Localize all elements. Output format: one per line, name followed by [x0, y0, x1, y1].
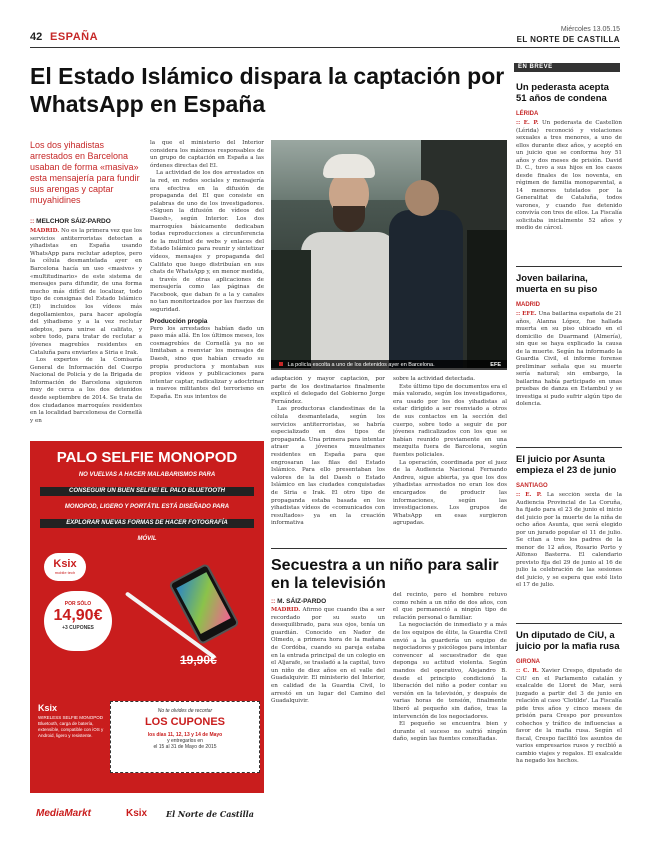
byline-author: MELCHOR SÁIZ-PARDO	[36, 218, 111, 225]
ad-tagline: CONSEGUIR UN BUEN SELFIE! EL PALO BLUETOOTH	[40, 487, 254, 496]
brief-text: Xavier Crespo, diputado de CiU en el Parlamento catalán y exalcalde de Lloret de Mar, será juzgado a partir del 3 de junio en relación al caso 'Clotilde'. La Fiscalía pide tres años y cinco meses de prisión para Crespo por presuntos cohechos y tráfico de influencias a favor de la mafia rusa. Según el fiscal, Crespo facilitó los asuntos de varios empresarios rusos y recibió a cambio viajes y regalos. El exalcalde ha negado los hechos.	[516, 668, 622, 764]
body-text: Afirmó que cuando iba a ser recordado por su susto un desequilibrado, para sus ojos, tenía un guardián. Conocido en Nador de Olmedo, a primera hora de la mañana de Cordóba, cuando su pareja estaba en la entrada principal de un colegio en el Aljarafe, se trasladó a la capital, tuvo un niño de diez años en el valle del Guadalquivir. El ministerio del Interior, en calidad de la Guardia Civil, lo arrestó en un lugar del Camino del Guadalquivir.	[271, 607, 385, 705]
brief-marker: :: C. R.	[516, 668, 539, 674]
photo-cap	[323, 154, 375, 178]
brief-title: Un diputado de CiU, a juicio por la mafia rusa	[516, 630, 620, 652]
brief-title: Un pederasta acepta 51 años de condena	[516, 82, 609, 104]
divider	[271, 548, 507, 549]
photo-beard	[333, 206, 365, 232]
brief-body	[516, 492, 622, 620]
body-text: Pero los arrestados habían dado un paso más allá. En los últimos meses, los cosmagrebíes de Cornellà ya no se limitaban a reenviar los mensajes de Daesh, sino que habían creado su propia productora y montaban sus propios vídeos y publicaciones para intentar captar, radicalizar y adoctrinar a nuevos militantes del terrorismo en España. En sus intentos de	[150, 325, 264, 400]
newspaper-name: EL NORTE DE CASTILLA	[516, 35, 620, 44]
photo-credit: EFE	[490, 362, 501, 368]
old-price: 19,90€	[180, 653, 217, 667]
body-text: La operación, coordinada por el juez de la Audiencia Nacional Fernando Andreu, sigue abierta, ya que los dos yihadistas arrestados no eran los dos encargados de producir las informaciones, según las investigaciones. Los grupos de WhatsApp en esas surgieron agrupadas.	[393, 459, 507, 527]
body-text: La actividad de los dos arrestados en la red, en redes sociales y mensajería era efectiva en la difusión de propaganda del EI que consiste en palabras de uno de los investigadores. «Siguen la difusión de vídeos del Daesh», según Interior. Los dos marroquíes básicamente dedicaban todas reproducciones a circunferencia de la multitud de webs y enlaces del Estado Islámico para reunir y sintetizar vídeos, mensajes y propaganda del Califato que luego distribuían en sus chats de WhatsApp y, en menor medida, a través de otras aplicaciones de mensajería como las páginas de Facebook, que daban fe a la y canales no tan monitorizados por las fuerzas de seguridad.	[150, 170, 264, 314]
body-text: Las productoras clandestinas de la célula desmantelada, según los servicios antiterroristas, se habría especializado en dos tipos de propaganda. Una primera para intentar atraer a jóvenes musulmanes residentes en España para que engrosaran las filas del Estado Islámico. Para ello presentaban los valores de la del Daesh o Estado Islámico en las ciudades conquistadas de Siria e Irak. El otro tipo de propaganda estaba basada en los yihadistas vídeos de «comunicados con resultados» ya en la creación informativa	[271, 406, 385, 527]
body-text: No es la primera vez que los servicios antiterroristas detectan a yihadistas en España usando WhatsApp para reclutar adeptos, pero la célula desmantelada ayer en Barcelona hacía un uso «masivo» y «multitudinario» de este sistema de mensajes para difundir, de una forma mucho más difícil de localizar, todo tipo de consignas del Estado Islámico (EI) incluidos los vídeos más degollamientos, para hacer apología del yihadismo y a la vez reclutar adeptos, para unirse al califato, y sobre todo, para tratar de reclutar a jóvenes magrebíes residentes en Cataluña para enviarles a Siria e Irak.	[30, 228, 142, 356]
mediamarkt-logo: MediaMarkt	[36, 808, 92, 819]
body-text: Los expertos de la Comisaría General de Información del Cuerpo Nacional de Policía y de la Brigada de Información de Barcelona siguieron muy de cerca a los dos detenidos desde septiembre de 2014. Se trata de dos ciudadanos marroquíes residentes en la localidad barcelonesa de Cornellà y en	[30, 357, 142, 424]
dateline-place: MADRID.	[30, 228, 60, 234]
page-header	[30, 26, 620, 48]
main-byline	[30, 218, 111, 225]
second-headline: Secuestra a un niño para salir en la televisión	[271, 557, 499, 592]
body-text: sobre la actividad detectada.	[393, 376, 476, 382]
body-text: Este último tipo de documentos era el más valorado, según los investigadores, era usado por los dos yihadistas al estar dirigido a ser reenviado a otros de sus contactos en la sección del cuerpo, sobre todo a seguir de por jóvenes radicalizados con los que se habían reunido previamente en una mezquita fuera de Barcelona, según fuentes policiales.	[393, 383, 507, 458]
ad-footer	[30, 793, 264, 839]
brief-body	[516, 311, 622, 444]
price-coupons: +3 CUPONES	[62, 625, 94, 631]
brief-marker: :: E. P.	[516, 492, 542, 498]
photo-left-figure	[271, 250, 311, 368]
main-column-4	[393, 376, 507, 541]
photo-officer-head	[405, 180, 439, 216]
brief-text: La sección sexta de la Audiencia Provincial de La Coruña, ha fijado para el 23 de junio el inicio del juicio por la muerte de la niña de ocho años Asunta, que será elegido por un jurado popular el 11 de julio. Se citan a tres los padres de la menor de 12 años, Rosario Porto y Alfonso Basterra. El calendario previsto fija del 29 de junio al 16 de julio la celebración de las sesiones del juicio, y se espera que esté listo el 17 de julio.	[516, 492, 622, 588]
coupon-heading: LOS CUPONES	[144, 716, 226, 728]
ksix-small-logo: Ksix	[38, 703, 58, 713]
second-column-2	[393, 592, 507, 839]
divider	[516, 623, 622, 624]
photo-officer	[389, 210, 463, 368]
ksix-logo	[44, 553, 86, 581]
coupon-line: y entregarlos en	[167, 738, 203, 744]
main-subhead: Los dos yihadistas arrestados en Barcelona usaban de forma «masiva» esta mensajería para fundir sus arengas y captar muyahidines	[30, 140, 140, 205]
dateline-place: MADRID.	[271, 607, 301, 613]
brief-text: Un pederasta de Castellón (Lérida) reconoció y violaciones sexuales a tres menores, a uno de ellos durante diez años, y aceptó en un juicio que se conforma hoy 51 años y dos meses de prisión. David D. C., tuvo a sus hijos en los casos desde finales de los noventa, en régimen de familia monoparental, a 14 menores tutelados por la Generalitat de Cataluña, todos varones, y cuando fue detenido convivía con tres de ellos. La Fiscalía solicitaba inicialmente 52 años y medio de cárcel.	[516, 120, 622, 231]
divider	[516, 266, 622, 267]
advertisement[interactable]	[30, 441, 264, 839]
coupon-line: el 15 al 31 de Mayo de 2015	[153, 744, 217, 750]
brief-text: Una bailarina española de 21 años, Alanna López, fue hallada muerta en su piso ubicado en el domicilio de Duarmand (Almería), sin que se haya explicado la causa de la muerte. Según ha informado la Guardia Civil, el informe forense preliminar señala que su muerte sería natural; sin embargo, la bailarina había participado en unas pruebas de danza en Estambul y se investiga si pudo sufrir algún tipo de dolencia.	[516, 311, 622, 407]
body-text: El pequeño se encuentra bien y durante el suceso no sufrió ningún daño, según las fuentes consultadas.	[393, 721, 507, 743]
ad-tagline: MONOPOD, LIGERO Y PORTÁTIL ESTÁ DISEÑADO PARA	[64, 504, 230, 510]
brief-title: El juicio por Asunta empieza el 23 de junio	[516, 454, 617, 476]
page-number: 42	[30, 31, 43, 43]
column-subtitle: Producción propia	[150, 317, 208, 325]
brief-city: SANTIAGO	[516, 483, 548, 489]
brief-city: MADRID	[516, 302, 540, 308]
body-text: La negociación de inmediato y a más de los equipos de élite, la Guardia Civil envió a la guardería un equipo de negociadores y psicólogos para intentar convencer al secuestrador de que deponga su actitud violenta. Según mandos del operativo, Alejandro B. desde el principio condicionó la liberación del niño a poder contar su versión en la televisión, y después de varias horas de tensión, finalmente liberó al pequeño sin daños, tras la intervención de los negociadores.	[393, 622, 507, 720]
coupon-box	[110, 701, 260, 773]
photo-detainee-body	[301, 232, 397, 368]
ad-tagline: NO VUELVAS A HACER MALABARISMOS PARA	[78, 472, 216, 478]
main-column-3	[271, 376, 385, 541]
section-label: ESPAÑA	[50, 31, 99, 43]
byline-marker: ::	[271, 598, 276, 605]
sidebar-label: EN BREVE	[514, 63, 620, 72]
feature-text: WIRELESS SELFIE MONOPOD Bluetooth, carga de batería, extensible, compatible con iOS y Android, ligero y resistente.	[38, 715, 104, 738]
date-line: Miércoles 13.05.15	[560, 26, 620, 33]
brief-city: GIRONA	[516, 659, 540, 665]
brief-city: LÉRIDA	[516, 111, 539, 117]
caption-bullet	[279, 362, 283, 366]
body-text: la que el ministerio del Interior considera los máximos responsables de un grupo de captación en España a las órdenes directas del EI.	[150, 140, 264, 169]
photo-caption	[271, 360, 507, 370]
ksix-brand: Ksix	[53, 558, 77, 570]
ad-tagline: EXPLORAR NUEVAS FORMAS DE HACER FOTOGRAFÍA	[40, 519, 254, 528]
news-photo	[271, 140, 507, 368]
body-text: adaptación y mayor captación, por parte de los destinatarios finalmente explicó el delegado del Gobierno Jorge Fernández.	[271, 376, 385, 405]
ksix-footer-logo: Ksix	[126, 808, 148, 819]
ad-tagline: MÓVIL	[137, 536, 157, 542]
ad-title: PALO SELFIE MONOPOD	[56, 449, 238, 466]
main-column-2	[150, 140, 264, 435]
price-badge	[44, 591, 112, 651]
brief-marker: :: E. P.	[516, 120, 539, 126]
caption-text: La policía escolta a uno de los detenidos ayer en Barcelona.	[287, 362, 435, 368]
second-byline	[271, 598, 326, 605]
price-label: POR SÓLO	[64, 601, 92, 607]
byline-author: M. SÁIZ-PARDO	[277, 598, 327, 605]
photo-right-figure	[467, 230, 507, 368]
coupon-line: No te olvides de recortar	[157, 708, 213, 714]
main-column-1	[30, 228, 142, 435]
price-value: 14,90€	[53, 607, 103, 624]
byline-marker: ::	[30, 218, 35, 225]
brief-body	[516, 120, 622, 265]
second-column-1	[271, 607, 385, 839]
norte-logo: El Norte de Castilla	[166, 809, 254, 819]
main-headline: El Estado Islámico dispara la captación por WhatsApp en España	[30, 63, 505, 117]
body-text: del recinto, pero el hombre retuvo como rehén a un niño de dos años, con el que permaneció a ningún tipo de relación personal o familiar.	[393, 592, 507, 621]
brief-marker: :: EFE.	[516, 311, 537, 317]
ksix-brand-sub: mobile tech	[54, 570, 76, 575]
brief-title: Joven bailarina, muerta en su piso	[516, 273, 598, 295]
divider	[516, 447, 622, 448]
coupon-line: los días 11, 12, 13 y 14 de Mayo	[147, 732, 223, 738]
brief-body	[516, 668, 622, 839]
